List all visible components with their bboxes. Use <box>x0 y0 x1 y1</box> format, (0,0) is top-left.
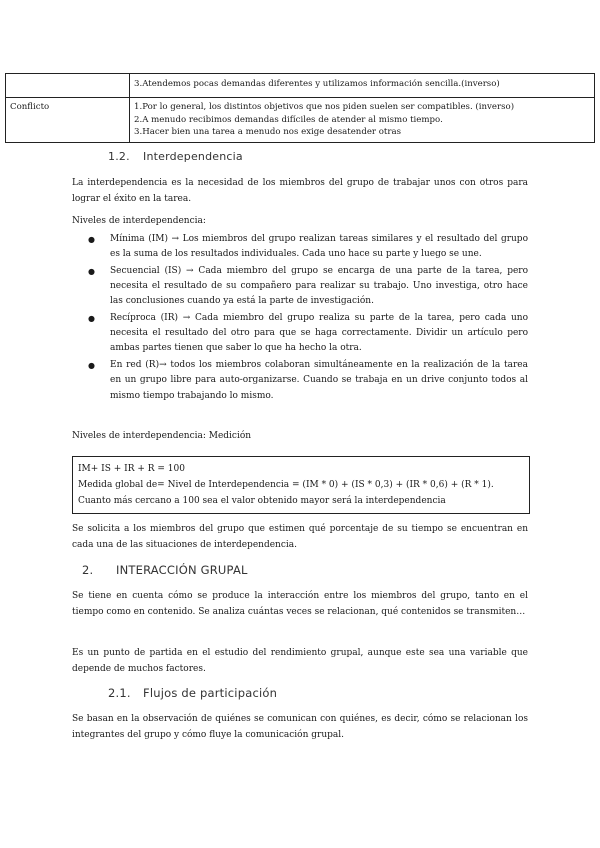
section-title: Interdependencia <box>143 150 243 163</box>
section-heading-1-2 <box>108 150 243 163</box>
list-item: ● Secuencial (IS) → Cada miembro del grupo se encarga de una parte de la tarea, pero necesita el resultado de su compañero para realizar su trabajo. Uno investiga, otro hace las conclusiones cuando ya está la parte de investigación. <box>88 265 528 307</box>
after-formula-paragraph: Se solicita a los miembros del grupo que estimen qué porcentaje de su tiempo se encuentran en cada una de las situaciones de interdependencia. <box>72 524 528 550</box>
table-cell-label: Conflicto <box>6 98 130 143</box>
list-item: ● Mínima (IM) → Los miembros del grupo realizan tareas similares y el resultado del grupo es la suma de los resultados individuales. Cada uno hace su parte y luego se une. <box>88 234 528 260</box>
bullet-icon: ● <box>88 235 95 244</box>
table-cell <box>130 98 595 143</box>
bullet-icon: ● <box>88 314 95 324</box>
formula-box <box>72 456 530 514</box>
section-title: INTERACCIÓN GRUPAL <box>116 563 248 577</box>
section-number: 2.1. <box>108 686 131 700</box>
table-row <box>6 98 595 143</box>
section-2-1-paragraph: Se basan en la observación de quiénes se comunican con quiénes, es decir, cómo se relacionan los integrantes del grupo y cómo fluye la comunicación grupal. <box>72 714 528 740</box>
formula-line: Cuanto más cercano a 100 sea el valor obtenido mayor será la interdependencia <box>78 496 446 506</box>
measurement-label: Niveles de interdependencia: Medición <box>72 431 252 441</box>
bullet-icon: ● <box>88 361 95 371</box>
section-title: Flujos de participación <box>143 686 278 700</box>
table-line: 3.Hacer bien una tarea a menudo nos exige desatender otras <box>134 127 402 137</box>
section-2-paragraph-2: Es un punto de partida en el estudio del rendimiento grupal, aunque este sea una variable que depende de muchos factores. <box>72 648 528 674</box>
formula-line: Medida global de= Nivel de Interdependencia = (IM * 0) + (IS * 0,3) + (IR * 0,6) + (R * 1). <box>78 480 494 490</box>
levels-label: Niveles de interdependencia: <box>72 216 206 226</box>
table-line: 2.A menudo recibimos demandas difíciles de atender al mismo tiempo. <box>134 114 443 125</box>
levels-list <box>72 232 528 405</box>
list-item: ● En red (R)→ todos los miembros colaboran simultáneamente en la realización de la tarea en un grupo libre para auto-organizarse. Cuando se trabaja en un drive conjunto todos al mismo tiempo trabajando lo mismo. <box>88 360 528 401</box>
table-cell-empty <box>6 74 130 98</box>
table-row <box>6 74 595 98</box>
section-2-paragraph-1: Se tiene en cuenta cómo se produce la interacción entre los miembros del grupo, tanto en el tiempo como en contenido. Se analiza cuántas veces se relacionan, qué contenidos se transmiten… <box>72 591 528 617</box>
list-item: ● Recíproca (IR) → Cada miembro del grupo realiza su parte de la tarea, pero cada uno necesita el resultado del otro para que se haga correctamente. Dividir un artículo pero ambas partes tienen que saber lo que ha hecho la otra. <box>88 313 528 354</box>
bullet-icon: ● <box>88 266 95 276</box>
section-number: 2. <box>82 563 94 577</box>
section-heading-2-1 <box>108 686 277 700</box>
table-line: 1.Por lo general, los distintos objetivos que nos piden suelen ser compatibles. (inverso) <box>134 102 515 112</box>
section-heading-2 <box>82 563 248 577</box>
table-cell: 3.Atendemos pocas demandas diferentes y utilizamos información sencilla.(inverso) <box>130 74 595 98</box>
formula-line: IM+ IS + IR + R = 100 <box>78 464 185 474</box>
intro-paragraph: La interdependencia es la necesidad de los miembros del grupo de trabajar unos con otros para lograr el éxito en la tarea. <box>72 178 528 204</box>
conflict-table <box>5 73 595 143</box>
section-number: 1.2. <box>108 150 130 163</box>
